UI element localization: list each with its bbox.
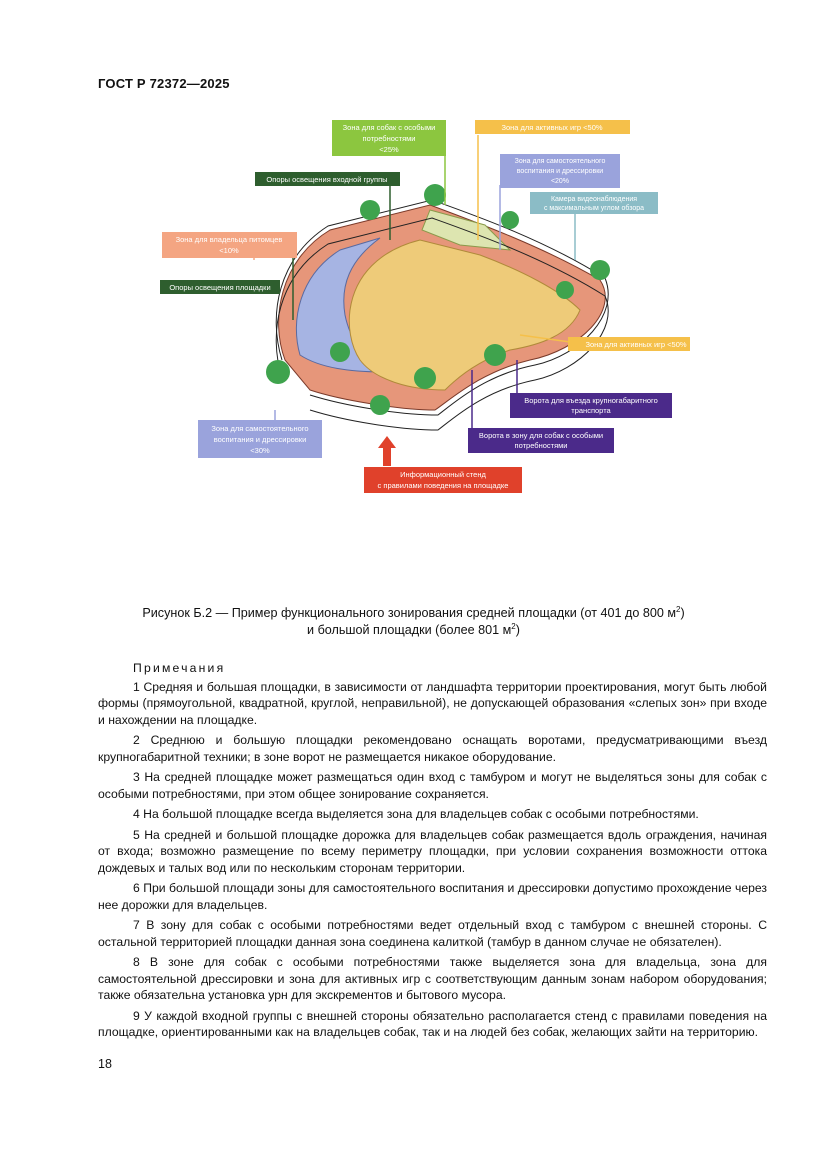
label-special-needs-zone-line3: <25% xyxy=(379,145,399,154)
label-camera-line2: с максимальным углом обзора xyxy=(543,205,645,212)
label-self-training-left-line3: <30% xyxy=(250,446,270,455)
label-self-training-left-line1: Зона для самостоятельного xyxy=(211,424,309,433)
label-special-needs-zone-line2: потребностями xyxy=(362,134,416,143)
label-vehicle-gate xyxy=(510,393,672,418)
label-special-gate-line1: Ворота в зону для собак с особыми xyxy=(478,431,604,440)
note-5: 5 На средней и большой площадке дорожка для владельцев собак размещается вдоль ограждения, начиная от входа; возможно размещение по всему периметру площадки, при условии сохранения возможности оттока дождевых и талых вод или по нескольким сторонам территории. xyxy=(98,827,767,875)
label-info-stand xyxy=(364,467,522,493)
label-self-training-top-line1: Зона для самостоятельного xyxy=(514,158,606,165)
caption-line2: и большой площадки (более 801 м xyxy=(307,623,512,637)
figure-caption: Рисунок Б.2 — Пример функционального зонирования средней площадки (от 401 до 800 $м^2$) и большой площадки (более 801 $м^2$) xyxy=(142,605,685,637)
label-vehicle-gate-line1: Ворота для въезда крупногабаритного xyxy=(524,396,658,405)
page-number: 18 xyxy=(98,1057,112,1071)
label-special-needs-zone xyxy=(332,120,446,156)
caption-sup2: 2 xyxy=(511,622,516,631)
info-stand-arrow xyxy=(383,446,391,466)
label-active-games-right-text: Зона для активных игр <50% xyxy=(585,340,687,349)
zoning-illustration xyxy=(150,110,690,495)
label-entrance-lighting-text: Опоры освещения входной группы xyxy=(266,175,388,184)
label-active-games-top-text: Зона для активных игр <50% xyxy=(501,123,603,132)
label-active-games-top xyxy=(475,120,630,134)
note-9: 9 У каждой входной группы с внешней стороны обязательно располагается стенд с правилами поведения на площадке, ориентированными как на владельцев собак, так и на людей без собак, желающих зайти на территорию. xyxy=(98,1008,767,1039)
note-4: 4 На большой площадке всегда выделяется зона для владельцев собак с особыми потребностями. xyxy=(133,807,699,821)
note-6: 6 При большой площади зоны для самостоятельного воспитания и дрессировки допустимо прохождение через нее дорожки для владельцев. xyxy=(98,881,767,912)
notes-title: Примечания xyxy=(133,661,226,675)
note-2: 2 Среднюю и большую площадки рекомендовано оснащать воротами, предусматривающими въезд крупногабаритной техники; в зоне ворот не размещается никакое оборудование. xyxy=(98,733,767,764)
label-special-gate xyxy=(468,428,614,453)
label-owner-zone-line1: Зона для владельца питомцев xyxy=(175,235,283,244)
label-special-gate-line2: потребностями xyxy=(514,441,568,450)
caption-sup1: 2 xyxy=(676,605,681,614)
document-header: ГОСТ Р 72372—2025 xyxy=(98,76,230,91)
label-camera xyxy=(530,192,658,214)
label-self-training-top-line2: воспитания и дрессировки xyxy=(516,168,604,175)
label-self-training-top-line3: <20% xyxy=(550,178,570,185)
label-self-training-top xyxy=(500,154,620,188)
label-self-training-left xyxy=(198,420,322,458)
label-self-training-left-line2: воспитания и дрессировки xyxy=(213,435,307,444)
note-3: 3 На средней площадке может размещаться один вход с тамбуром и могут не выделяться зоны для собак с особыми потребностями, при этом общее зонирование сохраняется. xyxy=(98,770,767,801)
label-area-lighting-text: Опоры освещения площадки xyxy=(169,283,271,292)
label-owner-zone xyxy=(162,232,297,258)
label-info-stand-line1: Информационный стенд xyxy=(400,470,486,479)
label-area-lighting xyxy=(160,280,280,294)
label-special-needs-zone-line1: Зона для собак с особыми xyxy=(342,123,436,132)
label-vehicle-gate-line2: транспорта xyxy=(571,406,611,415)
note-1: 1 Средняя и большая площадки, в зависимости от ландшафта территории проектирования, могут быть любой формы (прямоугольной, квадратной, круглой, неправильной), не допускающей образования «слепых зон» при входе и нахождении на площадке. xyxy=(98,679,767,727)
label-entrance-lighting xyxy=(255,172,400,186)
label-owner-zone-line2: <10% xyxy=(219,246,239,255)
note-8: 8 В зоне для собак с особыми потребностями также выделяется зона для владельца, зона для самостоятельной дрессировки и зона для активных игр с соответствующим данным зонам набором оборудования; также обязательна установка урн для экскрементов и бытового мусора. xyxy=(98,955,767,1002)
label-info-stand-line2: с правилами поведения на площадке xyxy=(377,481,509,490)
notes-section xyxy=(98,660,767,1045)
label-active-games-right xyxy=(568,337,690,351)
label-camera-line1: Камера видеонаблюдения xyxy=(550,196,638,203)
caption-line1: Рисунок Б.2 — Пример функционального зонирования средней площадки (от 401 до 800 м xyxy=(142,606,676,620)
note-7: 7 В зону для собак с особыми потребностями ведет отдельный вход с тамбуром с внешней стороны. С остальной территорией площадки данная зона соединена калиткой (тамбур в данном случае не обязателен). xyxy=(98,918,767,949)
